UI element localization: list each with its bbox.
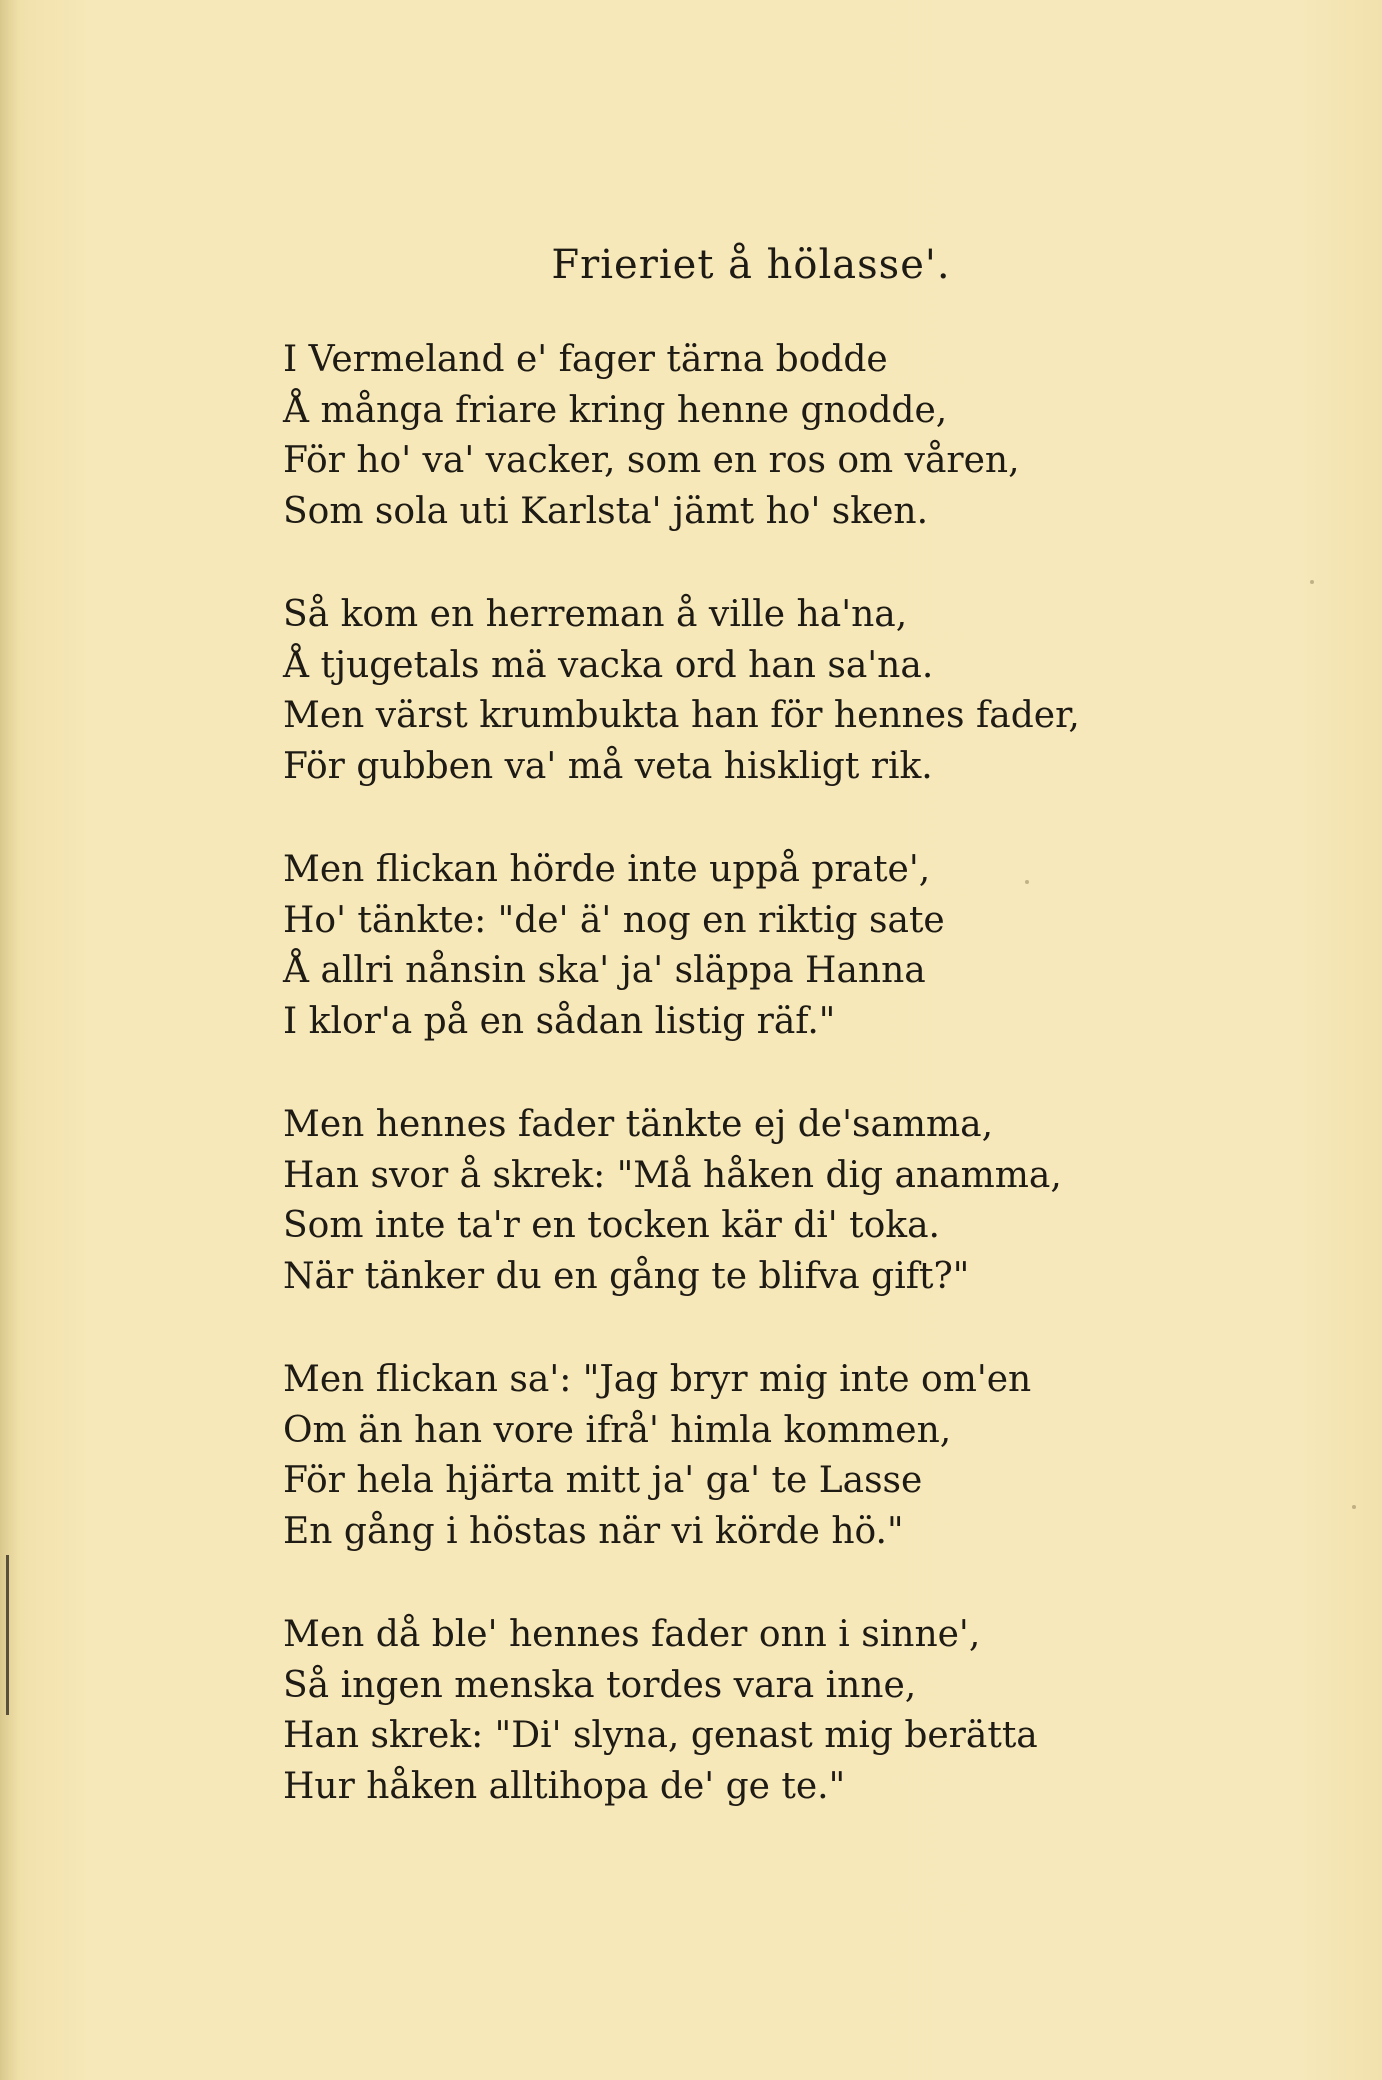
poem-line: Men flickan hörde inte uppå prate', <box>283 849 931 890</box>
poem-line: Om än han vore ifrå' himla kommen, <box>283 1409 952 1451</box>
poem-line: Som inte ta'r en tocken kär di' toka. <box>283 1205 940 1246</box>
page-edge-mark <box>6 1555 9 1715</box>
paper-speck <box>1352 1505 1356 1509</box>
poem-line: Å många friare kring henne gnodde, <box>283 389 948 431</box>
stanza-6 <box>283 1610 1343 1812</box>
poem-line: Men då ble' hennes fader onn i sinne', <box>283 1614 981 1655</box>
poem-line: I Vermeland e' fager tärna bodde <box>283 339 888 380</box>
poem-line: För hela hjärta mitt ja' ga' te Lasse <box>283 1460 923 1501</box>
poem-line: Så kom en herreman å ville ha'na, <box>283 594 908 635</box>
poem-line: Å allri nånsin ska' ja' släppa Hanna <box>283 950 926 991</box>
poem-line: Så ingen menska tordes vara inne, <box>283 1664 917 1706</box>
poem-line: Han svor å skrek: "Må håken dig anamma, <box>283 1154 1062 1196</box>
poem-line: För gubben va' må veta hiskligt rik. <box>283 745 933 787</box>
poem-line: Ho' tänkte: "de' ä' nog en riktig sate <box>283 899 945 941</box>
poem-line: Men flickan sa': "Jag bryr mig inte om'en <box>283 1359 1032 1400</box>
poem-line: Å tjugetals mä vacka ord han sa'na. <box>283 644 934 686</box>
stanza-4 <box>283 1100 1343 1302</box>
stanza-3 <box>283 845 1343 1047</box>
poem-line: Men värst krumbukta han för hennes fader, <box>283 695 1080 736</box>
poem-line: Som sola uti Karlsta' jämt ho' sken. <box>283 490 929 532</box>
poem-title: Frieriet å hölasse'. <box>551 242 951 288</box>
poem-body <box>283 335 1343 1865</box>
poem-line: Han skrek: "Di' slyna, genast mig berätta <box>283 1715 1038 1756</box>
page-binding-edge <box>0 0 18 2080</box>
stanza-2 <box>283 590 1343 792</box>
poem-line: När tänker du en gång te blifva gift?" <box>283 1255 970 1297</box>
poem-line: En gång i höstas när vi körde hö." <box>283 1510 904 1552</box>
stanza-5 <box>283 1355 1343 1557</box>
poem-line: I klor'a på en sådan listig räf." <box>283 1000 836 1042</box>
poem-line: Men hennes fader tänkte ej de'samma, <box>283 1104 994 1145</box>
poem-line: Hur håken alltihopa de' ge te." <box>283 1765 846 1807</box>
poem-line: För ho' va' vacker, som en ros om våren, <box>283 440 1020 481</box>
stanza-1 <box>283 335 1343 537</box>
